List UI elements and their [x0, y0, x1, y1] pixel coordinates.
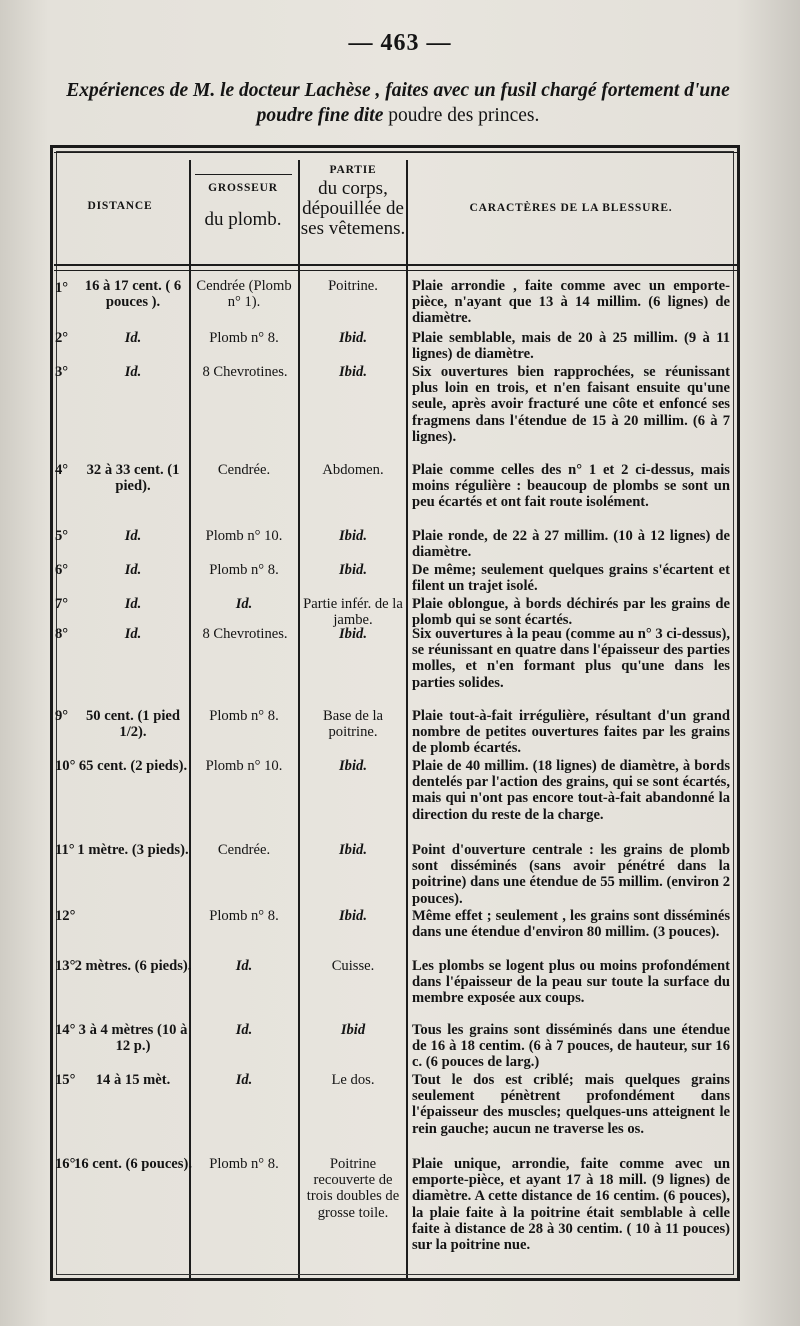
cell-caracteres: Plaie de 40 millim. (18 lignes) de diamètre, à bords dentelés par l'action des grains, qui se sont écartés, mais qui n'ont pas encore tout-à-fait abandonné la direction du reste de la charge.	[412, 758, 730, 823]
header-distance: DISTANCE	[87, 200, 153, 212]
page-number: — 463 —	[348, 30, 452, 56]
cell-caracteres: Plaie oblongue, à bords déchirés par les grains de plomb qui se sont écartés.	[412, 596, 730, 629]
cell-distance: 16 à 17 cent. ( 6 pouces ).	[84, 278, 182, 311]
row-number: 1°	[55, 280, 69, 296]
cell-plomb: Id.	[235, 1072, 253, 1088]
cell-plomb: Cendrée (Plomb n° 1).	[196, 278, 292, 311]
cell-distance: 50 cent. (1 pied 1/2).	[85, 708, 181, 741]
header-top-rule	[54, 152, 740, 153]
cell-caracteres: Six ouvertures bien rapprochées, se réunissant plus loin en trois, et n'en faisant ensuite qu'une seule, après avoir fracturé une côte et enfoncé ses fragmens dans l'étendue de 15 à 20 millim. (6 à 7 lignes).	[412, 364, 730, 445]
cell-caracteres: Les plombs se logent plus ou moins profondément dans l'épaisseur de la peau sur toute la surface du membre exposée aux coups.	[412, 958, 730, 1007]
header-rule-grosseur	[195, 174, 292, 175]
cell-partie: Base de la poitrine.	[323, 708, 383, 741]
cell-caracteres: Tous les grains sont disséminés dans une étendue de 16 à 18 centim. (6 à 7 pouces, de hauteur, sur 16 c. (6 pouces de larg.)	[412, 1022, 730, 1071]
header-bottom-rule-2	[54, 270, 740, 271]
title-italic: Expériences de M. le docteur Lachèse , faites avec un fusil chargé fortement d'une poudre fine dite	[66, 80, 730, 126]
page-title	[58, 78, 738, 128]
cell-plomb: Id.	[235, 596, 253, 612]
cell-partie: Poitrine recouverte de trois doubles de grosse toile.	[306, 1156, 400, 1221]
cell-distance: Id.	[124, 562, 142, 578]
cell-distance: Id.	[124, 596, 142, 612]
row-number: 11°	[55, 842, 75, 858]
header-partie-top: PARTIE	[329, 164, 377, 176]
cell-distance: 1 mètre. (3 pieds).	[77, 842, 189, 858]
cell-caracteres: Plaie semblable, mais de 20 à 25 millim. (9 à 11 lignes) de diamètre.	[412, 330, 730, 363]
row-number: 16°	[55, 1156, 76, 1172]
cell-plomb: Plomb n° 10.	[205, 758, 283, 774]
cell-caracteres: Plaie arrondie , faite comme avec un emporte-pièce, n'ayant que 13 à 14 millim. (6 lignes) de diamètre.	[412, 278, 730, 327]
cell-plomb: Plomb n° 8.	[209, 908, 279, 924]
column-divider	[406, 160, 408, 1278]
cell-partie: Ibid.	[339, 330, 367, 346]
cell-caracteres: Plaie ronde, de 22 à 27 millim. (10 à 12 lignes) de diamètre.	[412, 528, 730, 561]
header-partie-bottom: du corps, dépouillée de ses vêtemens.	[300, 178, 406, 240]
cell-plomb: Cendrée.	[217, 842, 271, 858]
cell-distance: 14 à 15 mèt.	[95, 1072, 171, 1088]
cell-caracteres: Six ouvertures à la peau (comme au n° 3 ci-dessus), se réunissant en quatre dans l'épaisseur des parties molles, et n'en formant plus qu'une dans les parties solides.	[412, 626, 730, 691]
cell-plomb: 8 Chevrotines.	[202, 626, 288, 642]
cell-caracteres: De même; seulement quelques grains s'écartent et filent un trajet isolé.	[412, 562, 730, 595]
cell-plomb: Plomb n° 8.	[209, 1156, 279, 1172]
row-number: 5°	[55, 528, 69, 544]
row-number: 13°	[55, 958, 76, 974]
cell-distance: 16 cent. (6 pouces).	[74, 1156, 192, 1172]
cell-caracteres: Point d'ouverture centrale : les grains de plomb sont disséminés (sans avoir pénétré dans la poitrine) dans une étendue de 55 millim. (environ 2 pouces).	[412, 842, 730, 907]
cell-plomb: 8 Chevrotines.	[202, 364, 288, 380]
cell-partie: Ibid.	[339, 562, 367, 578]
cell-partie: Ibid.	[339, 908, 367, 924]
row-number: 4°	[55, 462, 69, 478]
row-number: 14°	[55, 1022, 76, 1038]
cell-partie: Ibid.	[339, 758, 367, 774]
row-number: 3°	[55, 364, 69, 380]
cell-partie: Ibid.	[339, 528, 367, 544]
cell-distance: Id.	[124, 330, 142, 346]
cell-plomb: Cendrée.	[217, 462, 271, 478]
title-roman: poudre des princes.	[388, 105, 540, 126]
header-partie	[300, 164, 406, 239]
cell-partie: Ibid	[340, 1022, 366, 1038]
row-number: 10°	[55, 758, 76, 774]
header-grosseur-bottom: du plomb.	[204, 209, 282, 231]
row-number: 2°	[55, 330, 69, 346]
header-caracteres: CARACTÈRES DE LA BLESSURE.	[469, 202, 673, 214]
header-bottom-rule	[54, 264, 740, 266]
cell-partie: Poitrine.	[328, 278, 378, 294]
cell-partie: Partie infér. de la jambe.	[303, 596, 403, 629]
cell-partie: Abdomen.	[322, 462, 384, 478]
cell-partie: Ibid.	[339, 364, 367, 380]
cell-distance: Id.	[124, 626, 142, 642]
row-number: 8°	[55, 626, 69, 642]
row-number: 12°	[55, 908, 76, 924]
cell-distance: 65 cent. (2 pieds).	[78, 758, 188, 774]
cell-plomb: Plomb n° 8.	[209, 562, 279, 578]
cell-plomb: Id.	[235, 1022, 253, 1038]
cell-distance: 32 à 33 cent. (1 pied).	[86, 462, 180, 495]
row-number: 15°	[55, 1072, 76, 1088]
cell-caracteres: Plaie unique, arrondie, faite comme avec un emporte-pièce, et ayant 17 à 18 mill. (9 lignes) de diamètre. A cette distance de 16 centim. (6 pouces), la plaie faite à la poitrine était semblable à celle faite à distance de 28 à 30 centim. ( 10 à 11 pouces) sur la poitrine nue.	[412, 1156, 730, 1254]
cell-plomb: Id.	[235, 958, 253, 974]
cell-partie: Ibid.	[339, 842, 367, 858]
cell-distance: Id.	[124, 364, 142, 380]
cell-plomb: Plomb n° 8.	[209, 330, 279, 346]
cell-distance: 2 mètres. (6 pieds).	[74, 958, 192, 974]
cell-caracteres: Plaie comme celles des n° 1 et 2 ci-dessus, mais moins régulière : beaucoup de plombs se sont un peu écartés et ont fait route isolément.	[412, 462, 730, 511]
row-number: 6°	[55, 562, 69, 578]
row-number: 7°	[55, 596, 69, 612]
cell-partie: Cuisse.	[331, 958, 375, 974]
cell-plomb: Plomb n° 10.	[205, 528, 283, 544]
cell-caracteres: Même effet ; seulement , les grains sont disséminés dans une étendue d'environ 80 millim. (3 pouces).	[412, 908, 730, 941]
row-number: 9°	[55, 708, 69, 724]
cell-distance: Id.	[124, 528, 142, 544]
cell-distance: 3 à 4 mètres (10 à 12 p.)	[78, 1022, 188, 1055]
cell-caracteres: Tout le dos est criblé; mais quelques grains seulement pénètrent profondément dans l'épaisseur des muscles; quelques-uns atteignent le rein gauche; aucun ne traverse les os.	[412, 1072, 730, 1137]
header-grosseur	[190, 182, 296, 231]
cell-caracteres: Plaie tout-à-fait irrégulière, résultant d'un grand nombre de petites ouvertures faites par les grains de plomb écartés.	[412, 708, 730, 757]
header-grosseur-top: GROSSEUR	[208, 182, 278, 194]
cell-plomb: Plomb n° 8.	[209, 708, 279, 724]
cell-partie: Le dos.	[331, 1072, 375, 1088]
cell-partie: Ibid.	[339, 626, 367, 642]
